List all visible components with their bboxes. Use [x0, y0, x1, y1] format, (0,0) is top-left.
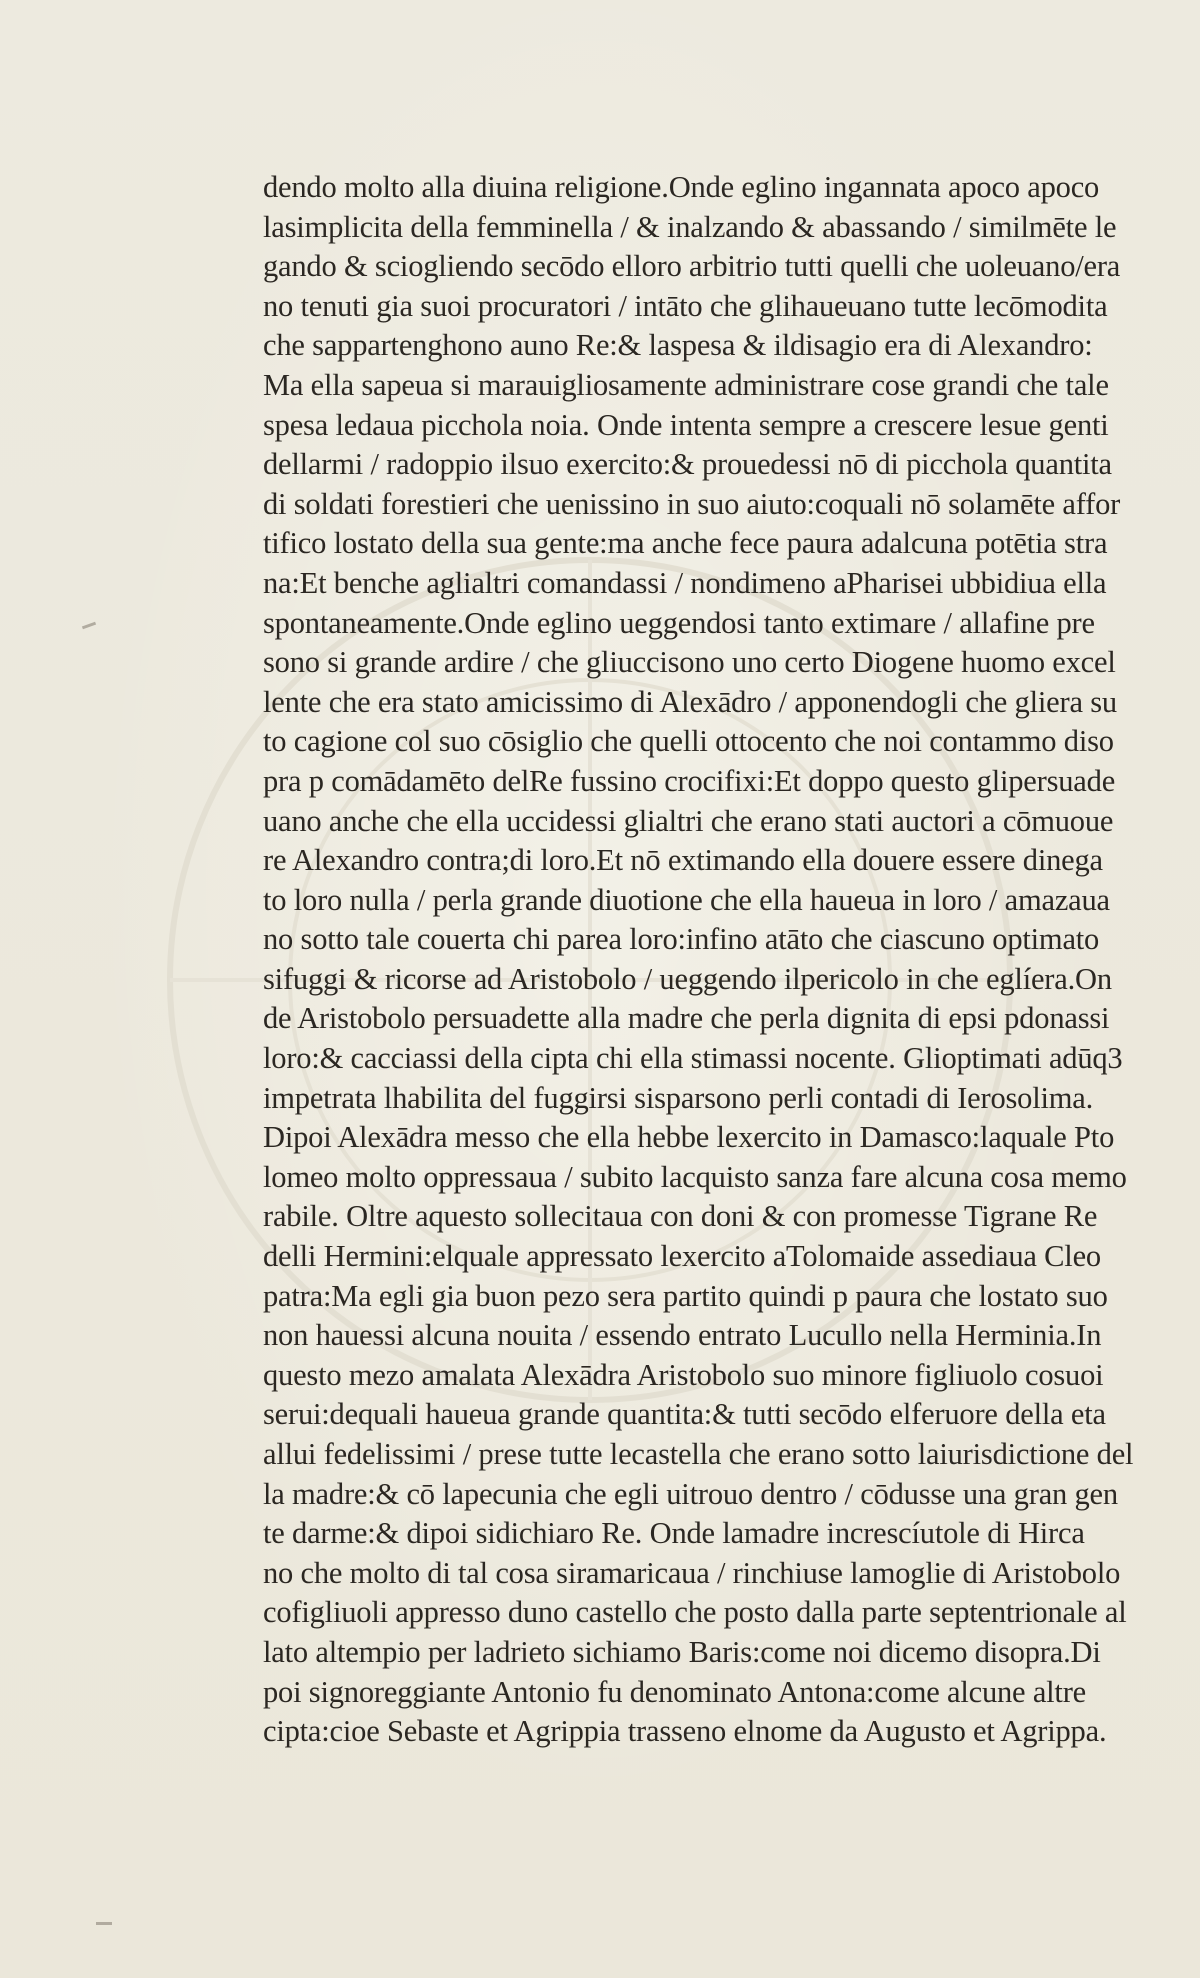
margin-speck	[82, 622, 96, 630]
text-line: no sotto tale couerta chi parea loro:infino atāto che ciascuno optimato	[263, 922, 1100, 957]
text-line: allui fedelissimi / prese tutte lecastella che erano sotto laiurisdictione del	[263, 1437, 1134, 1471]
text-line: dellarmi / radoppio ilsuo exercito:& prouedessi nō di picchola quantita	[263, 447, 1112, 482]
text-line: uano anche che ella uccidessi glialtri che erano stati auctori a cōmuoue	[263, 803, 1114, 838]
text-line: na:Et benche aglialtri comandassi / nondimeno aPharisei ubbidiua ella	[263, 565, 1107, 600]
text-line: te darme:& dipoi sidichiaro Re. Onde lamadre increscíutole di Hirca	[263, 1516, 1085, 1551]
text-line: serui:dequali haueua grande quantita:& tutti secōdo elferuore della eta	[263, 1397, 1106, 1432]
text-line: Ma ella sapeua si marauigliosamente administrare cose grandi che tale	[263, 367, 1109, 402]
text-line: la madre:& cō lapecunia che egli uitrouo dentro / cōdusse una gran gen	[263, 1476, 1118, 1511]
text-line: no tenuti gia suoi procuratori / intāto che glihaueuano tutte lecōmodita	[263, 288, 1108, 323]
text-line: lato altempio per ladrieto sichiamo Baris:come noi dicemo disopra.Di	[263, 1634, 1101, 1669]
text-line: sifuggi & ricorse ad Aristobolo / ueggendo ilpericolo in che eglíera.On	[263, 961, 1112, 996]
text-line: patra:Ma egli gia buon pezo sera partito quindi p paura che lostato suo	[263, 1278, 1108, 1313]
text-line: spontaneamente.Onde eglino ueggendosi tanto extimare / allafine pre	[263, 605, 1095, 640]
text-line: cipta:cioe Sebaste et Agrippia trasseno elnome da Augusto et Agrippa.	[263, 1714, 1107, 1749]
text-line: to cagione col suo cōsiglio che quelli ottocento che noi contammo diso	[263, 724, 1114, 759]
text-line: no che molto di tal cosa siramaricaua / rinchiuse lamoglie di Aristobolo	[263, 1555, 1121, 1590]
text-line: lomeo molto oppressaua / subito lacquisto sanza fare alcuna cosa memo	[263, 1159, 1127, 1194]
text-line: Dipoi Alexādra messo che ella hebbe lexercito in Damasco:laquale Pto	[263, 1120, 1115, 1155]
text-line: loro:& cacciassi della cipta chi ella stimassi nocente. Glioptimati adūq3	[263, 1041, 1123, 1076]
text-line: gando & sciogliendo secōdo elloro arbitrio tutti quelli che uoleuano/era	[263, 249, 1121, 284]
text-line: lasimplicita della femminella / & inalzando & abassando / similmēte le	[263, 209, 1117, 244]
text-line: de Aristobolo persuadette alla madre che perla dignita di epsi pdonassi	[263, 1001, 1110, 1036]
text-line: tifico lostato della sua gente:ma anche fece paura adalcuna potētia stra	[263, 526, 1108, 561]
text-line: pra p comādamēto delRe fussino crocifixi:Et doppo questo glipersuade	[263, 763, 1116, 798]
text-line: di soldati forestieri che uenissino in suo aiuto:coquali nō solamēte affor	[263, 486, 1121, 521]
text-line: sono si grande ardire / che gliuccisono uno certo Diogene huomo excel	[263, 645, 1116, 680]
text-column	[263, 168, 1163, 1752]
text-line: non hauessi alcuna nouita / essendo entrato Lucullo nella Herminia.In	[263, 1318, 1102, 1353]
text-line: poi signoreggiante Antonio fu denominato Antona:come alcune altre	[263, 1674, 1086, 1709]
text-line: lente che era stato amicissimo di Alexādro / apponendogli che gliera su	[263, 684, 1117, 719]
text-line: re Alexandro contra;di loro.Et nō extimando ella douere essere dinega	[263, 843, 1103, 878]
text-line: dendo molto alla diuina religione.Onde eglino ingannata apoco apoco	[263, 170, 1100, 204]
text-line: che sappartenghono auno Re:& laspesa & ildisagio era di Alexandro:	[263, 328, 1093, 363]
margin-speck	[96, 1922, 112, 1925]
text-line: questo mezo amalata Alexādra Aristobolo suo minore figliuolo cosuoi	[263, 1357, 1104, 1392]
text-line: impetrata lhabilita del fuggirsi sisparsono perli contadi di Ierosolima.	[263, 1080, 1094, 1115]
text-line: spesa ledaua picchola noia. Onde intenta sempre a crescere lesue genti	[263, 407, 1109, 442]
text-line: delli Hermini:elquale appressato lexercito aTolomaide assediaua Cleo	[263, 1239, 1101, 1274]
text-line: to loro nulla / perla grande diuotione che ella haueua in loro / amazaua	[263, 882, 1110, 917]
text-line: cofigliuoli appresso duno castello che posto dalla parte septentrionale al	[263, 1595, 1127, 1630]
text-line: rabile. Oltre aquesto sollecitaua con doni & con promesse Tigrane Re	[263, 1199, 1098, 1234]
